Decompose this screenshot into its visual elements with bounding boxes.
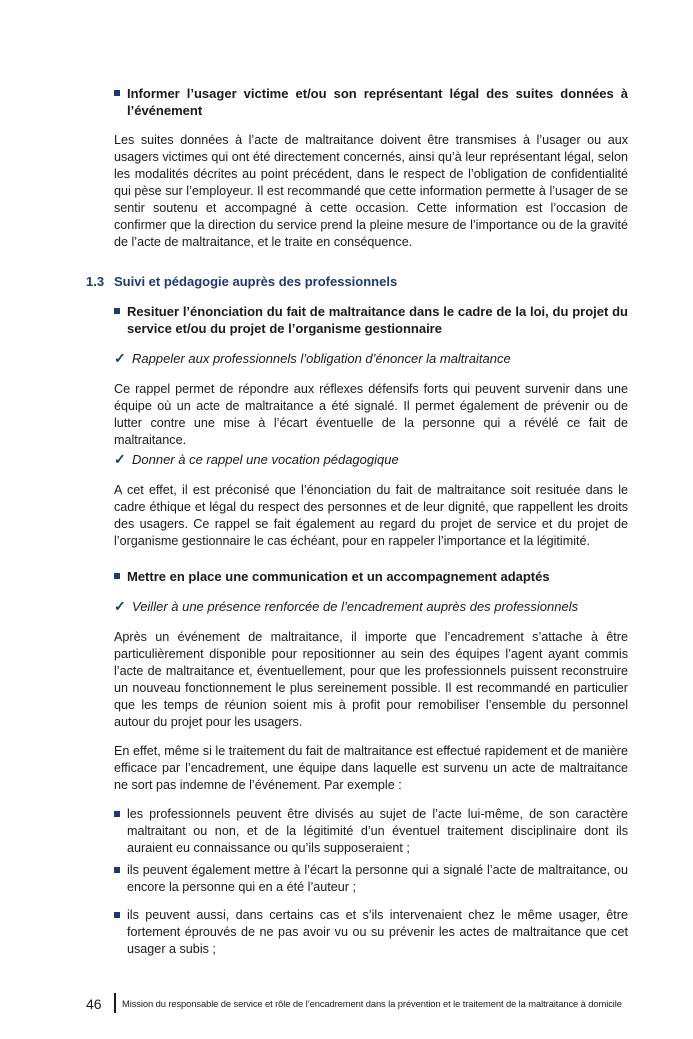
check-item-donner: [114, 451, 628, 468]
list-item-text: ils peuvent également mettre à l’écart la personne qui a signalé l’acte de maltraitance, ou encore la personne qui en a été l’auteur ;: [127, 863, 628, 894]
list-item-text: ils peuvent aussi, dans certains cas et s’ils intervenaient chez le même usager, être fortement éprouvés de ne pas avoir vu ou su prévenir les actes de maltraitance que cet usager a subis ;: [127, 908, 628, 956]
check-item-veiller: [114, 598, 628, 615]
list-item: [114, 907, 628, 958]
paragraph-effet: A cet effet, il est préconisé que l’énonciation du fait de maltraitance soit resituée dans le cadre éthique et légal du respect des personnes et de leur dignité, que rappellent les droits des usagers. Ce rappel se fait également au regard du projet de service et du projet de l’organisme gestionnaire le cas échéant, pour en rappeler l’importance et la légitimité.: [114, 483, 628, 548]
bullet-heading-text: Informer l’usager victime et/ou son représentant légal des suites données à l’événement: [127, 86, 628, 118]
bullet-heading-resituer: [114, 303, 628, 337]
checkmark-icon: ✓: [114, 598, 126, 614]
check-item-text: Rappeler aux professionnels l’obligation d’énoncer la maltraitance: [132, 351, 511, 366]
paragraph-rappel: Ce rappel permet de répondre aux réflexes défensifs forts qui peuvent survenir dans une équipe où un acte de maltraitance a été signalé. Il permet également de prévenir ou de lutter contre une mise à l’écart éventuelle de la personne qui a révélé ce fait de maltraitance.: [114, 382, 628, 447]
bullet-heading-communication: [114, 568, 628, 585]
square-bullet-icon: [114, 573, 120, 579]
checkmark-icon: ✓: [114, 350, 126, 366]
page-number: 46: [86, 996, 102, 1012]
bullet-heading-text: Resituer l’énonciation du fait de maltraitance dans le cadre de la loi, du projet du service et/ou du projet de l’organisme gestionnaire: [127, 304, 628, 336]
footer-divider: [114, 993, 116, 1013]
bullet-heading-text: Mettre en place une communication et un accompagnement adaptés: [127, 569, 550, 584]
square-bullet-icon: [114, 90, 120, 96]
list-item: [114, 806, 628, 857]
footer-running-title: Mission du responsable de service et rôle de l’encadrement dans la prévention et le traitement de la maltraitance à domicile: [122, 998, 622, 1009]
square-bullet-icon: [114, 308, 120, 314]
check-item-text: Donner à ce rappel une vocation pédagogique: [132, 452, 399, 467]
check-item-text: Veiller à une présence renforcée de l’encadrement auprès des professionnels: [132, 599, 579, 614]
section-number: 1.3: [86, 274, 105, 289]
square-bullet-icon: [114, 811, 120, 817]
paragraph-en-effet: En effet, même si le traitement du fait de maltraitance est effectué rapidement et de manière efficace par l’encadrement, une équipe dans laquelle est survenu un acte de maltraitance ne sort pas indemne de l’événement. Par exemple :: [114, 744, 628, 792]
list-item: [114, 862, 628, 896]
checkmark-icon: ✓: [114, 451, 126, 467]
section-heading: [86, 273, 626, 290]
section-title: Suivi et pédagogie auprès des professionnels: [114, 274, 398, 289]
list-item-text: les professionnels peuvent être divisés au sujet de l’acte lui-même, de son caractère maltraitant ou non, et de la légitimité d’un éventuel traitement disciplinaire dont ils auraient eu connaissance ou qu’ils supposeraient ;: [127, 807, 628, 855]
bullet-heading-informer: [114, 85, 628, 119]
paragraph-apres: Après un événement de maltraitance, il importe que l’encadrement s’attache à être particulièrement disponible pour repositionner au sein des équipes l’agent ayant commis l’acte de maltraitance et, éventuellement, pour que les professionnels puissent reconstruire un nouveau fonctionnement le plus sereinement possible. Il est recommandé en particulier que les temps de réunion soient mis à profit pour remobiliser l’ensemble du personnel autour du projet pour les usagers.: [114, 630, 628, 729]
check-item-rappeler: [114, 350, 628, 367]
square-bullet-icon: [114, 867, 120, 873]
square-bullet-icon: [114, 912, 120, 918]
paragraph-suites: Les suites données à l’acte de maltraitance doivent être transmises à l’usager ou aux usagers victimes qui ont été directement concernés, ainsi qu’à leur représentant légal, selon les modalités décrites au point précédent, dans le respect de l’obligation de confidentialité qui pèse sur l’employeur. Il est recommandé que cette information permette à l’usager de se sentir soutenu et accompagné à cette occasion. Cette information est l’occasion de confirmer que la direction du service prend la pleine mesure de l’importance ou de la gravité de l’acte de maltraitance, et le traite en conséquence.: [114, 133, 628, 249]
